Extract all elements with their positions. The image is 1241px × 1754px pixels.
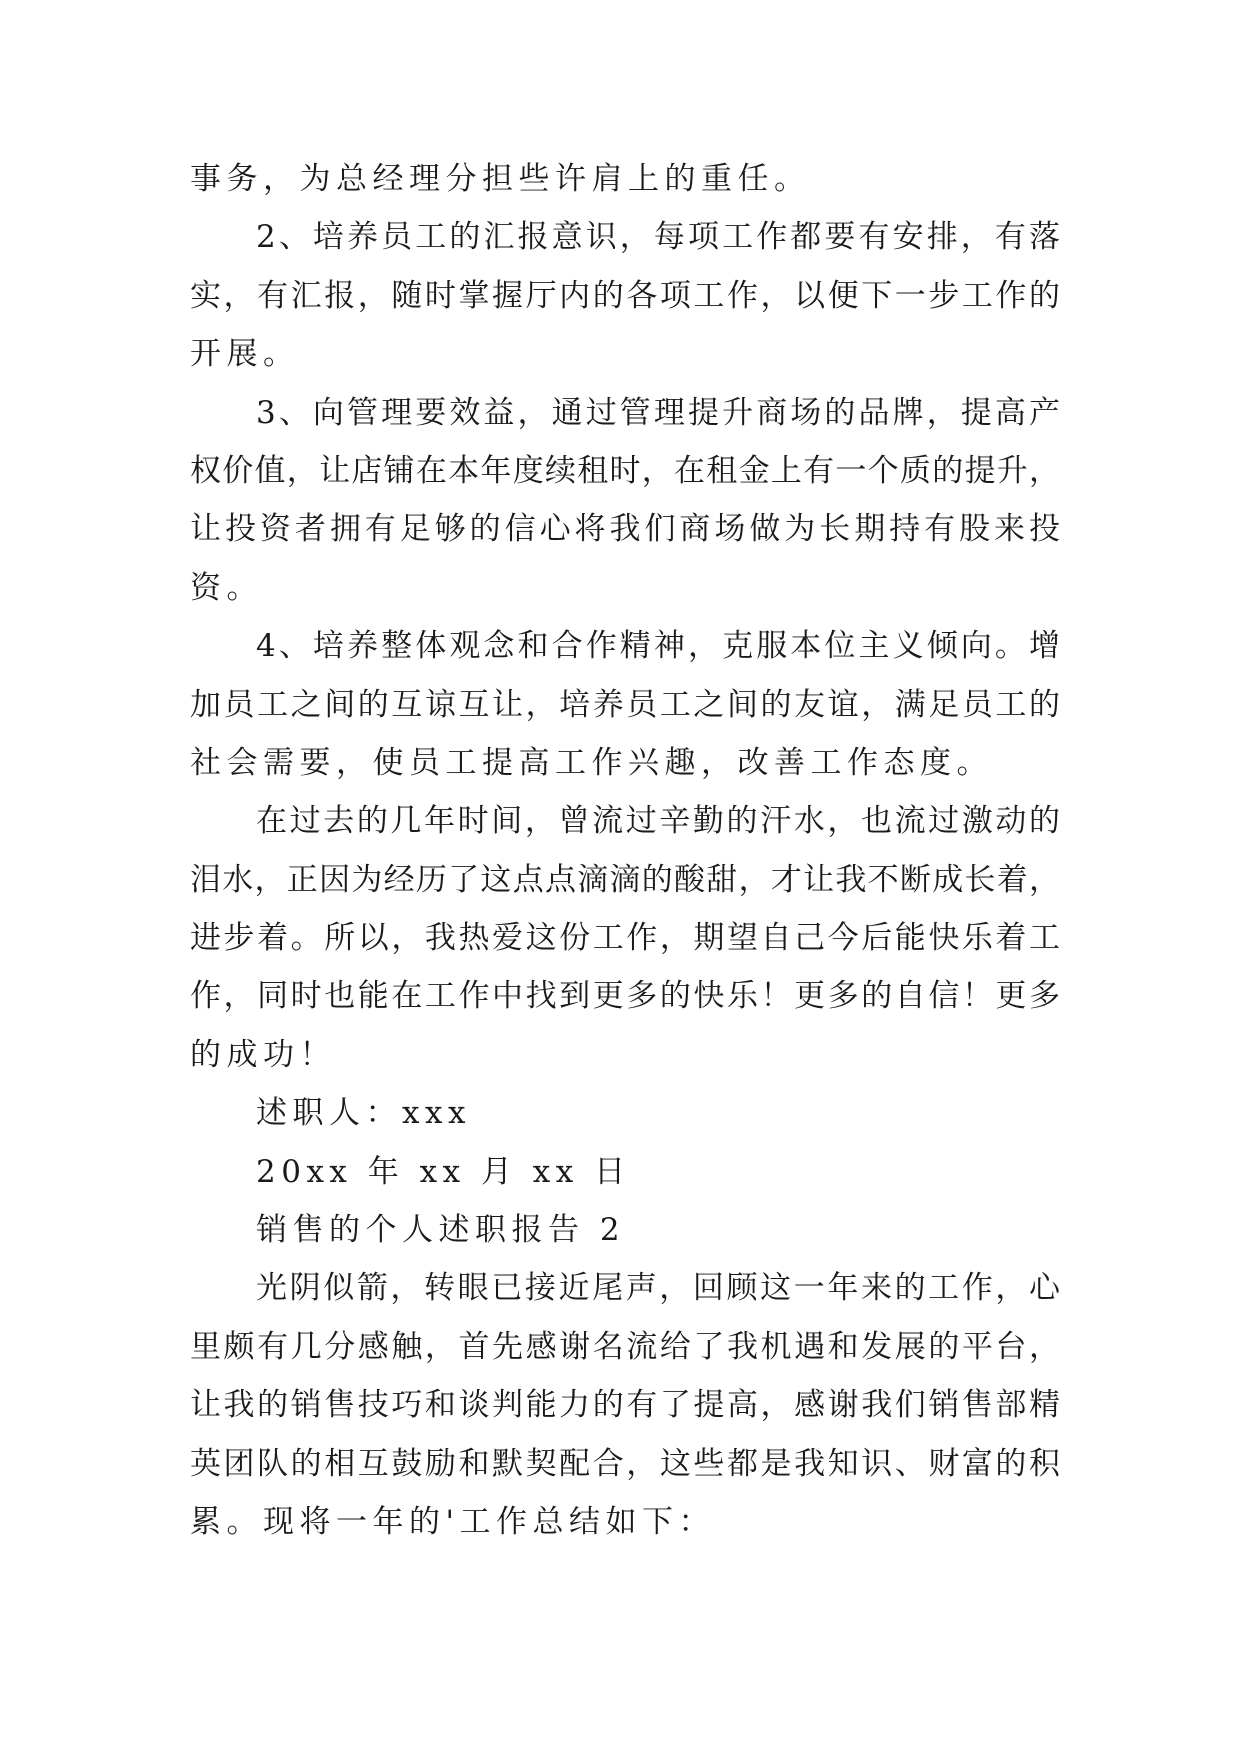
text-line: 让我的销售技巧和谈判能力的有了提高，感谢我们销售部精 — [190, 1387, 1060, 1424]
text-line: 20xx 年 xx 月 xx 日 — [256, 1153, 631, 1190]
text-line: 作，同时也能在工作中找到更多的快乐！更多的自信！更多 — [190, 978, 1060, 1015]
text-line: 2、培养员工的汇报意识，每项工作都要有安排，有落 — [256, 219, 1060, 256]
text-line: 英团队的相互鼓励和默契配合，这些都是我知识、财富的积 — [190, 1445, 1060, 1482]
text-line: 让投资者拥有足够的信心将我们商场做为长期持有股来投 — [190, 511, 1060, 548]
text-line: 资。 — [190, 569, 263, 606]
document-body — [190, 150, 1060, 1551]
text-line: 3、向管理要效益，通过管理提升商场的品牌，提高产 — [256, 394, 1060, 431]
text-line: 在过去的几年时间，曾流过辛勤的汗水，也流过激动的 — [256, 803, 1060, 840]
text-line: 的成功！ — [190, 1036, 336, 1073]
text-line: 4、培养整体观念和合作精神，克服本位主义倾向。增 — [256, 628, 1060, 665]
text-line: 里颇有几分感触，首先感谢名流给了我机遇和发展的平台， — [190, 1328, 1060, 1365]
text-line: 开展。 — [190, 336, 300, 373]
text-line: 社会需要，使员工提高工作兴趣，改善工作态度。 — [190, 744, 993, 781]
text-line: 加员工之间的互谅互让，培养员工之间的友谊，满足员工的 — [190, 686, 1060, 723]
text-line: 述职人：xxx — [256, 1095, 471, 1132]
text-line: 实，有汇报，随时掌握厅内的各项工作，以便下一步工作的 — [190, 277, 1060, 314]
text-line: 事务，为总经理分担些许肩上的重任。 — [190, 161, 811, 197]
text-line: 累。现将一年的'工作总结如下： — [190, 1503, 716, 1540]
text-line: 销售的个人述职报告 2 — [256, 1212, 626, 1249]
text-line: 权价值，让店铺在本年度续租时，在租金上有一个质的提升， — [190, 452, 1060, 489]
text-line: 进步着。所以，我热爱这份工作，期望自己今后能快乐着工 — [190, 920, 1060, 957]
text-line: 泪水，正因为经历了这点点滴滴的酸甜，才让我不断成长着， — [190, 861, 1060, 898]
text-line: 光阴似箭，转眼已接近尾声，回顾这一年来的工作，心 — [256, 1270, 1060, 1307]
